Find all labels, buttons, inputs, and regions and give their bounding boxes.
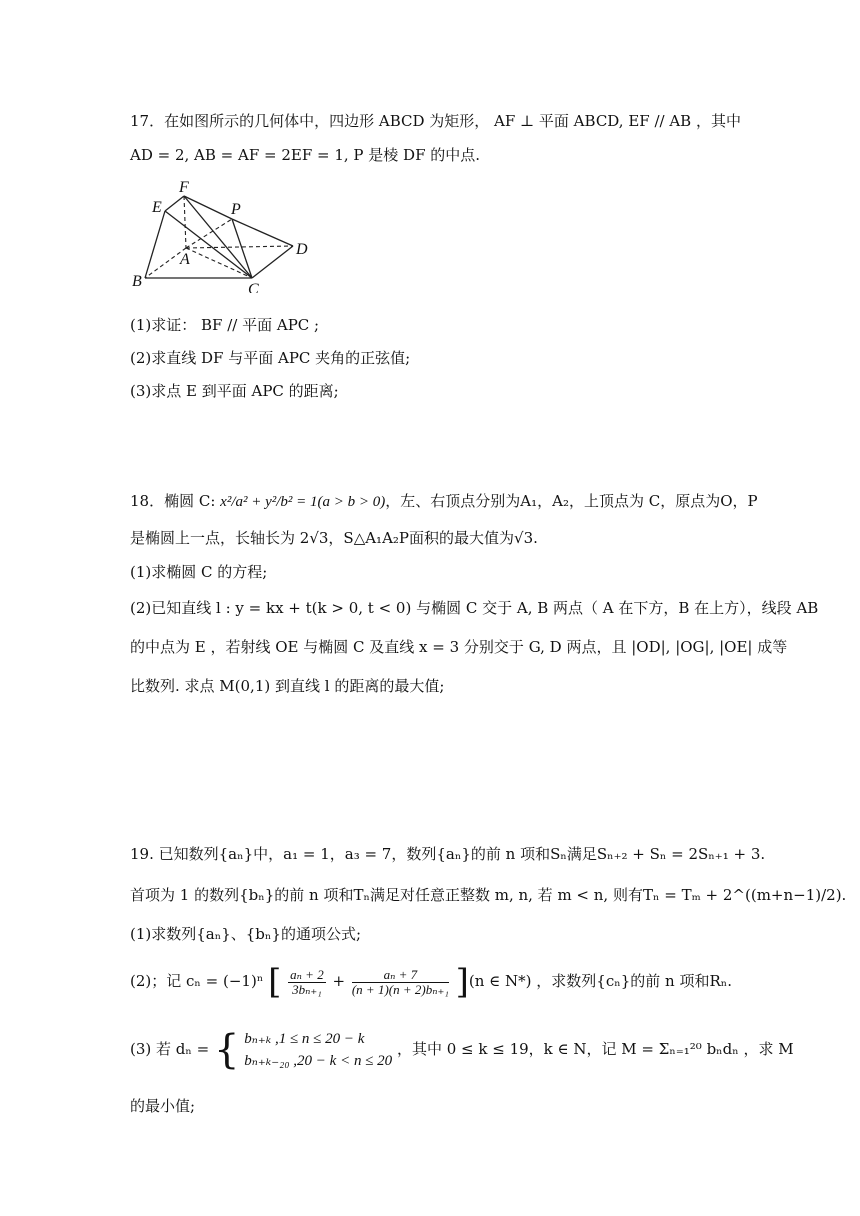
fraction-1-numerator: aₙ + 2 (290, 966, 324, 982)
q19-part3-suffix: ，其中 0 ≤ k ≤ 19，k ∈ N，记 M = Σₙ₌₁²⁰ bₙdₙ ，求 M (396, 1040, 794, 1058)
q18-line1-prefix: 18．椭圆 C: (130, 492, 216, 510)
label-p: P (231, 201, 241, 218)
q18-part1: (1)求椭圆 C 的方程; (130, 563, 268, 581)
q17-line1: 17．在如图所示的几何体中，四边形 ABCD 为矩形， AF ⊥ 平面 ABCD, EF // AB ，其中 (130, 112, 741, 130)
q19-part1: (1)求数列{aₙ}、{bₙ}的通项公式; (130, 925, 361, 943)
q17-part2: (2)求直线 DF 与平面 APC 夹角的正弦值; (130, 349, 411, 367)
q19-part2: (2)；记 cₙ = (−1)ⁿ [ $\frac{\text{aₙ + 2}}{\text{3bₙ₊₁}}$ + $\frac{\text{aₙ + 7}}{\text{(n + 1)(n + 2)bₙ₊₁}}$ ](n ∈ N*) ，求数列{cₙ}的前 n 项和Rₙ. (130, 962, 733, 1002)
q18-line2: 是椭圆上一点，长轴长为 2√3，S△A₁A₂P面积的最大值为√3. (130, 529, 538, 547)
label-e: E (152, 199, 162, 216)
case-1: bₙ₊ₖ ,1 ≤ n ≤ 20 − k (244, 1031, 365, 1047)
q18-line1 (130, 490, 758, 513)
q17-geometry-figure (128, 178, 328, 293)
right-bracket: ] (455, 962, 469, 1002)
left-brace: { (214, 1027, 240, 1073)
piecewise-cases (244, 1028, 392, 1072)
fraction-2-numerator: aₙ + 7 (352, 968, 449, 983)
ellipse-equation: x²/a² + y²/b² = 1(a > b > 0) (220, 494, 386, 510)
case-2: bₙ₊ₖ₋₂₀ ,20 − k < n ≤ 20 (244, 1053, 393, 1069)
q17-part3: (3)求点 E 到平面 APC 的距离; (130, 382, 339, 400)
q18-part2-line1: (2)已知直线 l : y = kx + t(k > 0, t < 0) 与椭圆 C 交于 A, B 两点（ A 在下方，B 在上方），线段 AB (130, 599, 819, 617)
q17-part1: (1)求证： BF // 平面 APC ; (130, 316, 320, 334)
fraction-2-denominator: (n + 1)(n + 2)bₙ₊₁ (351, 981, 449, 997)
q19-line2: 首项为 1 的数列{bₙ}的前 n 项和Tₙ满足对任意正整数 m, n, 若 m < n, 则有Tₙ = Tₘ + 2^((m+n−1)/2). (130, 886, 847, 904)
fraction-2 (352, 968, 449, 997)
label-a: A (180, 251, 190, 268)
q19-line1: 19. 已知数列{aₙ}中，a₁ = 1，a₃ = 7，数列{aₙ}的前 n 项和Sₙ满足Sₙ₊₂ + Sₙ = 2Sₙ₊₁ + 3. (130, 845, 766, 863)
fraction-1-denominator: 3bₙ₊₁ (292, 981, 322, 997)
q19-part3-prefix: (3) 若 dₙ = (130, 1040, 210, 1058)
fraction-1 (288, 968, 326, 997)
q19-part2-prefix: (2)；记 cₙ = (−1)ⁿ (130, 972, 264, 990)
label-d: D (296, 241, 308, 258)
label-f: F (179, 179, 189, 196)
q19-part3 (130, 1025, 794, 1073)
q18-part2-line2: 的中点为 E ，若射线 OE 与椭圆 C 及直线 x = 3 分别交于 G, D 两点，且 |OD|, |OG|, |OE| 成等 (130, 638, 788, 656)
label-c: C (248, 281, 259, 293)
label-b: B (132, 273, 142, 290)
q17-line2: AD = 2, AB = AF = 2EF = 1, P 是棱 DF 的中点. (130, 146, 481, 164)
q18-part2-line3: 比数列. 求点 M(0,1) 到直线 l 的距离的最大值; (130, 677, 445, 695)
q19-part3-end: 的最小值; (130, 1097, 196, 1115)
left-bracket: [ (268, 962, 282, 1002)
q18-line1-suffix: ，左、右顶点分别为A₁，A₂，上顶点为 C，原点为O，P (385, 492, 758, 510)
q19-part2-suffix: (n ∈ N*) ，求数列{cₙ}的前 n 项和Rₙ. (468, 972, 733, 990)
